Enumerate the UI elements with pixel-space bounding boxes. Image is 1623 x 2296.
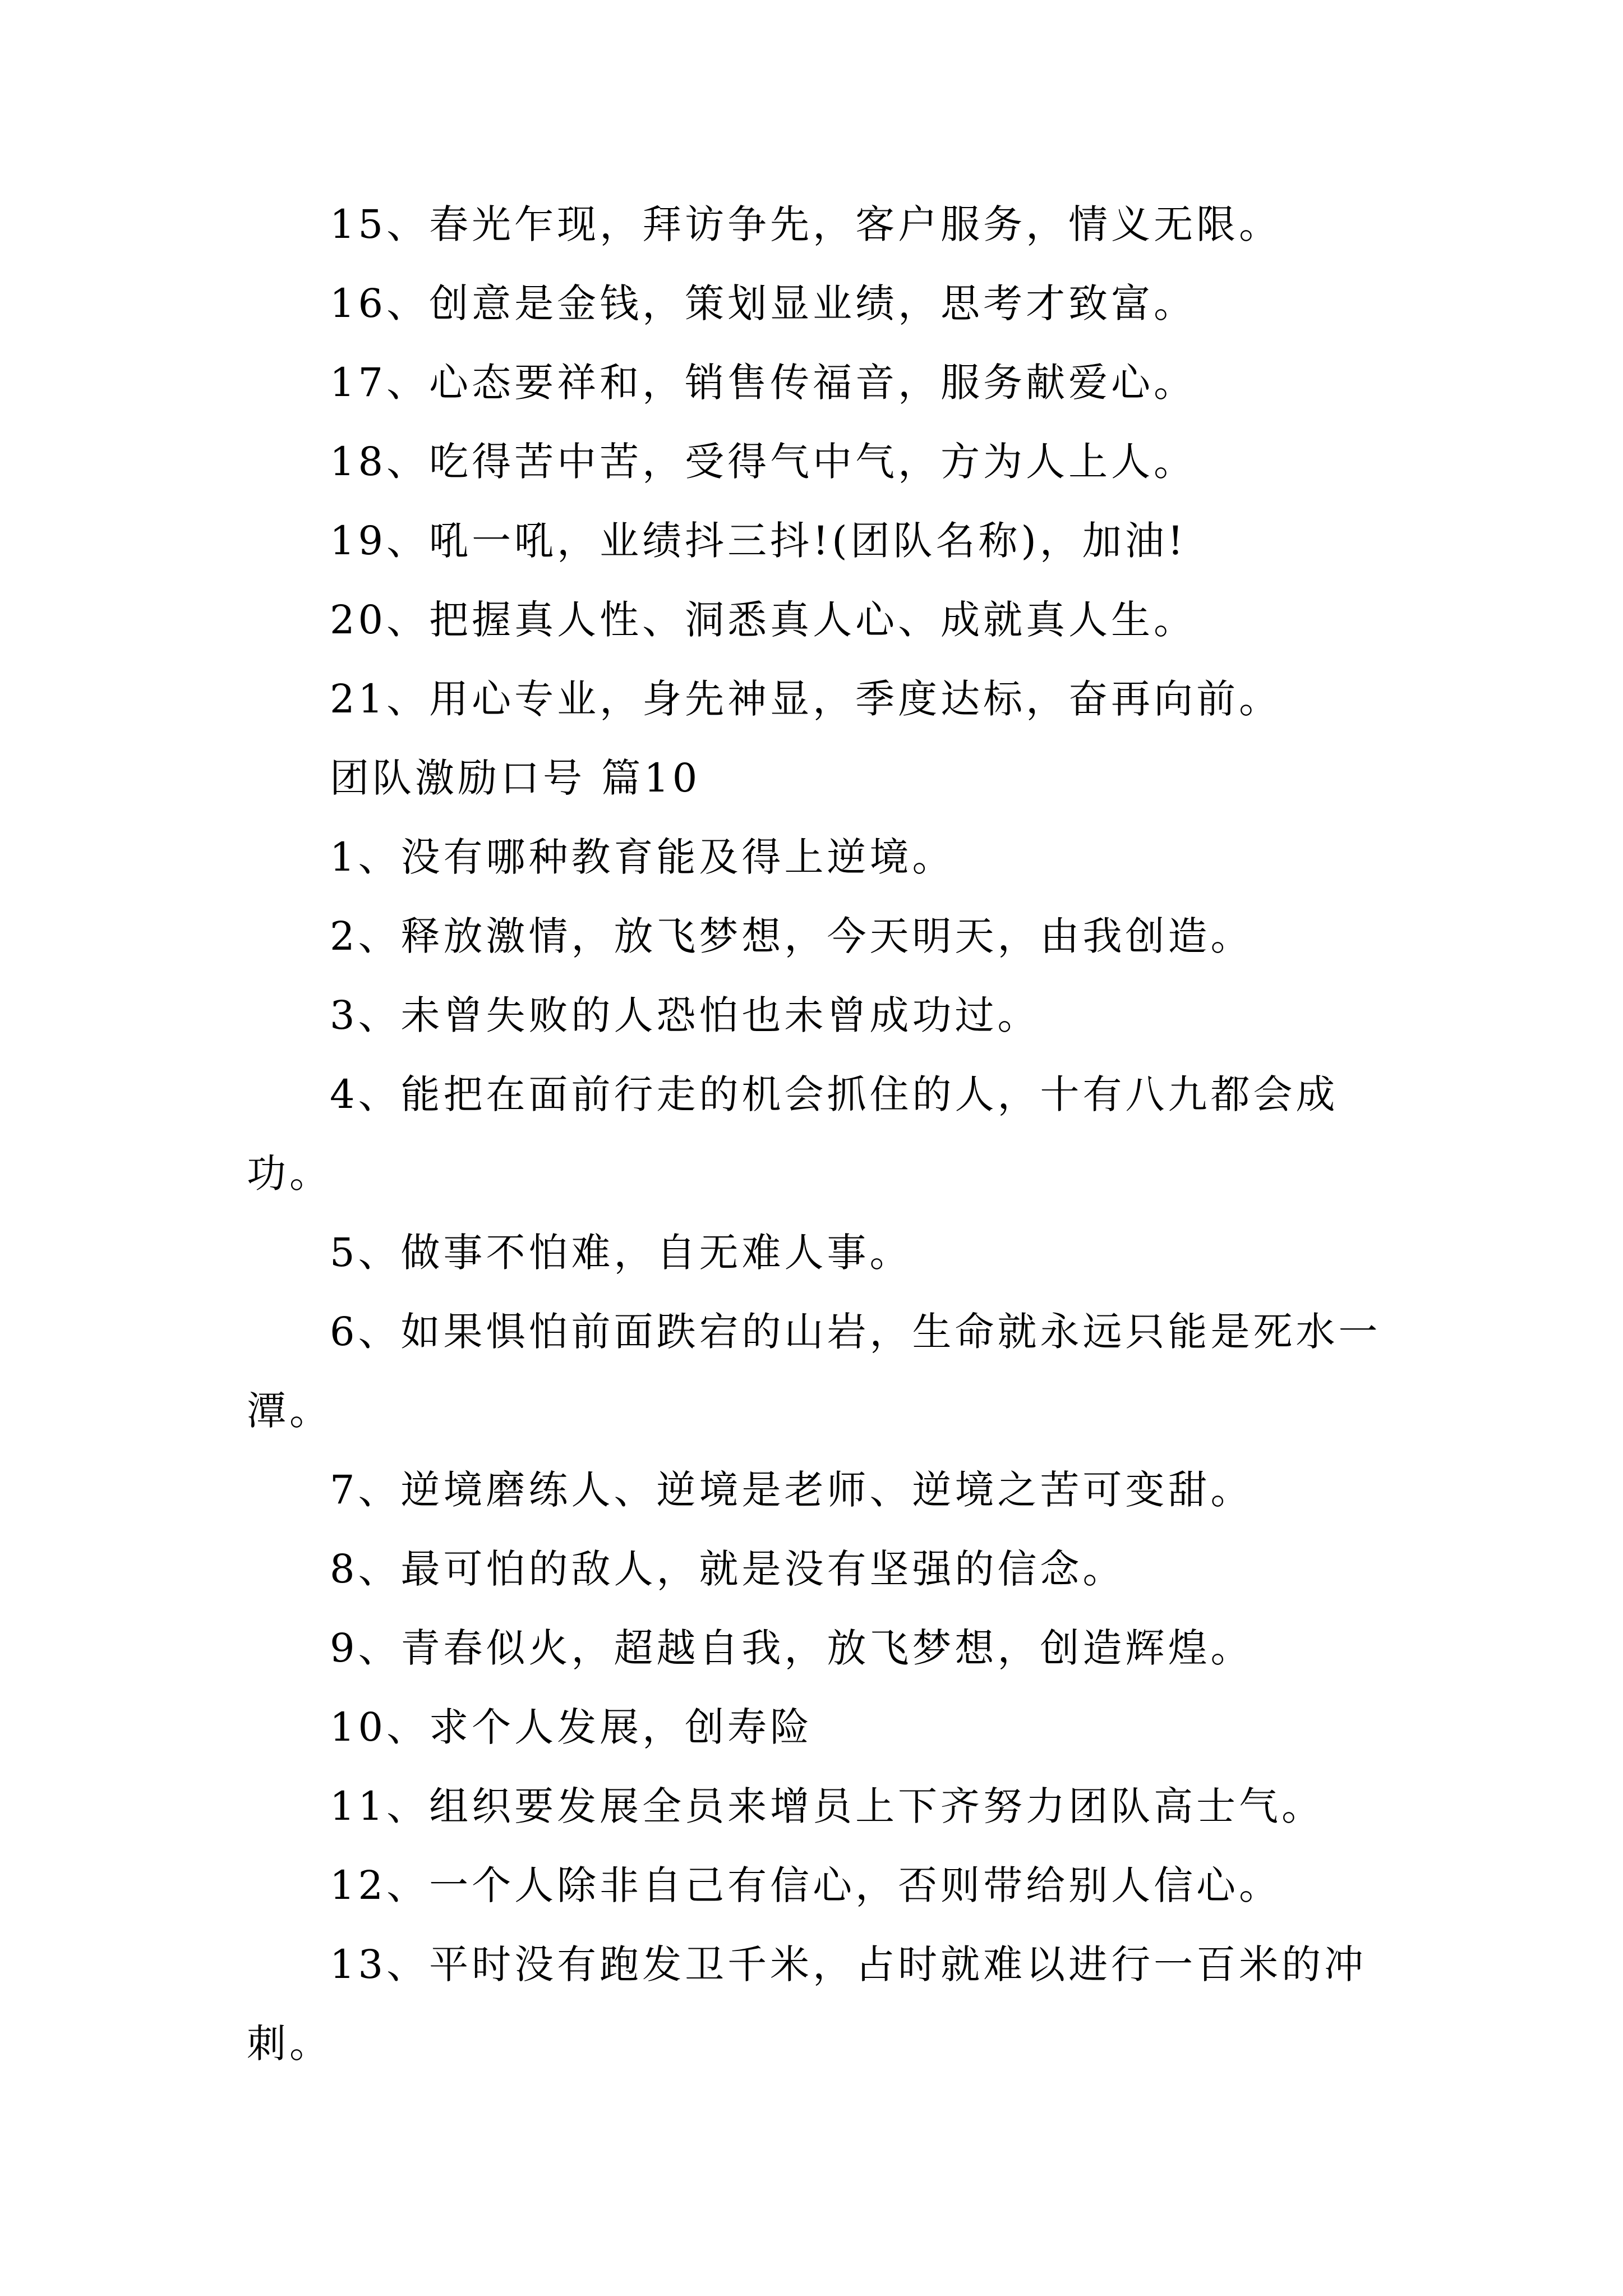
slogan-3: 3、未曾失败的人恐怕也未曾成功过。 [330, 992, 1040, 1038]
slogan-2: 2、释放激情，放飞梦想，今天明天，由我创造。 [330, 913, 1253, 959]
slogan-20: 20、把握真人性、洞悉真人心、成就真人生。 [330, 597, 1197, 643]
slogan-7: 7、逆境磨练人、逆境是老师、逆境之苦可变甜。 [330, 1467, 1253, 1513]
slogan-8: 8、最可怕的敌人，就是没有坚强的信念。 [330, 1546, 1126, 1592]
slogan-19: 19、吼一吼，业绩抖三抖!(团队名称)，加油! [330, 518, 1187, 564]
slogan-5: 5、做事不怕难，自无难人事。 [330, 1230, 912, 1276]
slogan-16: 16、创意是金钱，策划显业绩，思考才致富。 [330, 280, 1197, 326]
slogan-6: 6、如果惧怕前面跌宕的山岩，生命就永远只能是死水一潭。 [247, 1309, 1381, 1434]
document-body [247, 185, 1391, 2083]
slogan-1: 1、没有哪种教育能及得上逆境。 [330, 834, 955, 880]
slogan-15: 15、春光乍现，拜访争先，客户服务，情义无限。 [330, 201, 1282, 247]
slogan-9: 9、青春似火，超越自我，放飞梦想，创造辉煌。 [330, 1625, 1253, 1671]
slogan-4: 4、能把在面前行走的机会抓住的人，十有八九都会成功。 [247, 1071, 1339, 1197]
slogan-12: 12、一个人除非自己有信心，否则带给别人信心。 [330, 1862, 1282, 1908]
slogan-21: 21、用心专业，身先神显，季度达标，奋再向前。 [330, 676, 1282, 722]
slogan-10: 10、求个人发展，创寿险 [330, 1704, 813, 1750]
section-heading: 团队激励口号 篇10 [330, 755, 701, 801]
slogan-18: 18、吃得苦中苦，受得气中气，方为人上人。 [330, 439, 1197, 485]
slogan-11: 11、组织要发展全员来增员上下齐努力团队高士气。 [330, 1783, 1325, 1829]
slogan-17: 17、心态要祥和，销售传福音，服务献爱心。 [330, 360, 1197, 406]
slogan-13: 13、平时没有跑发卫千米，占时就难以进行一百米的冲刺。 [247, 1941, 1367, 2067]
